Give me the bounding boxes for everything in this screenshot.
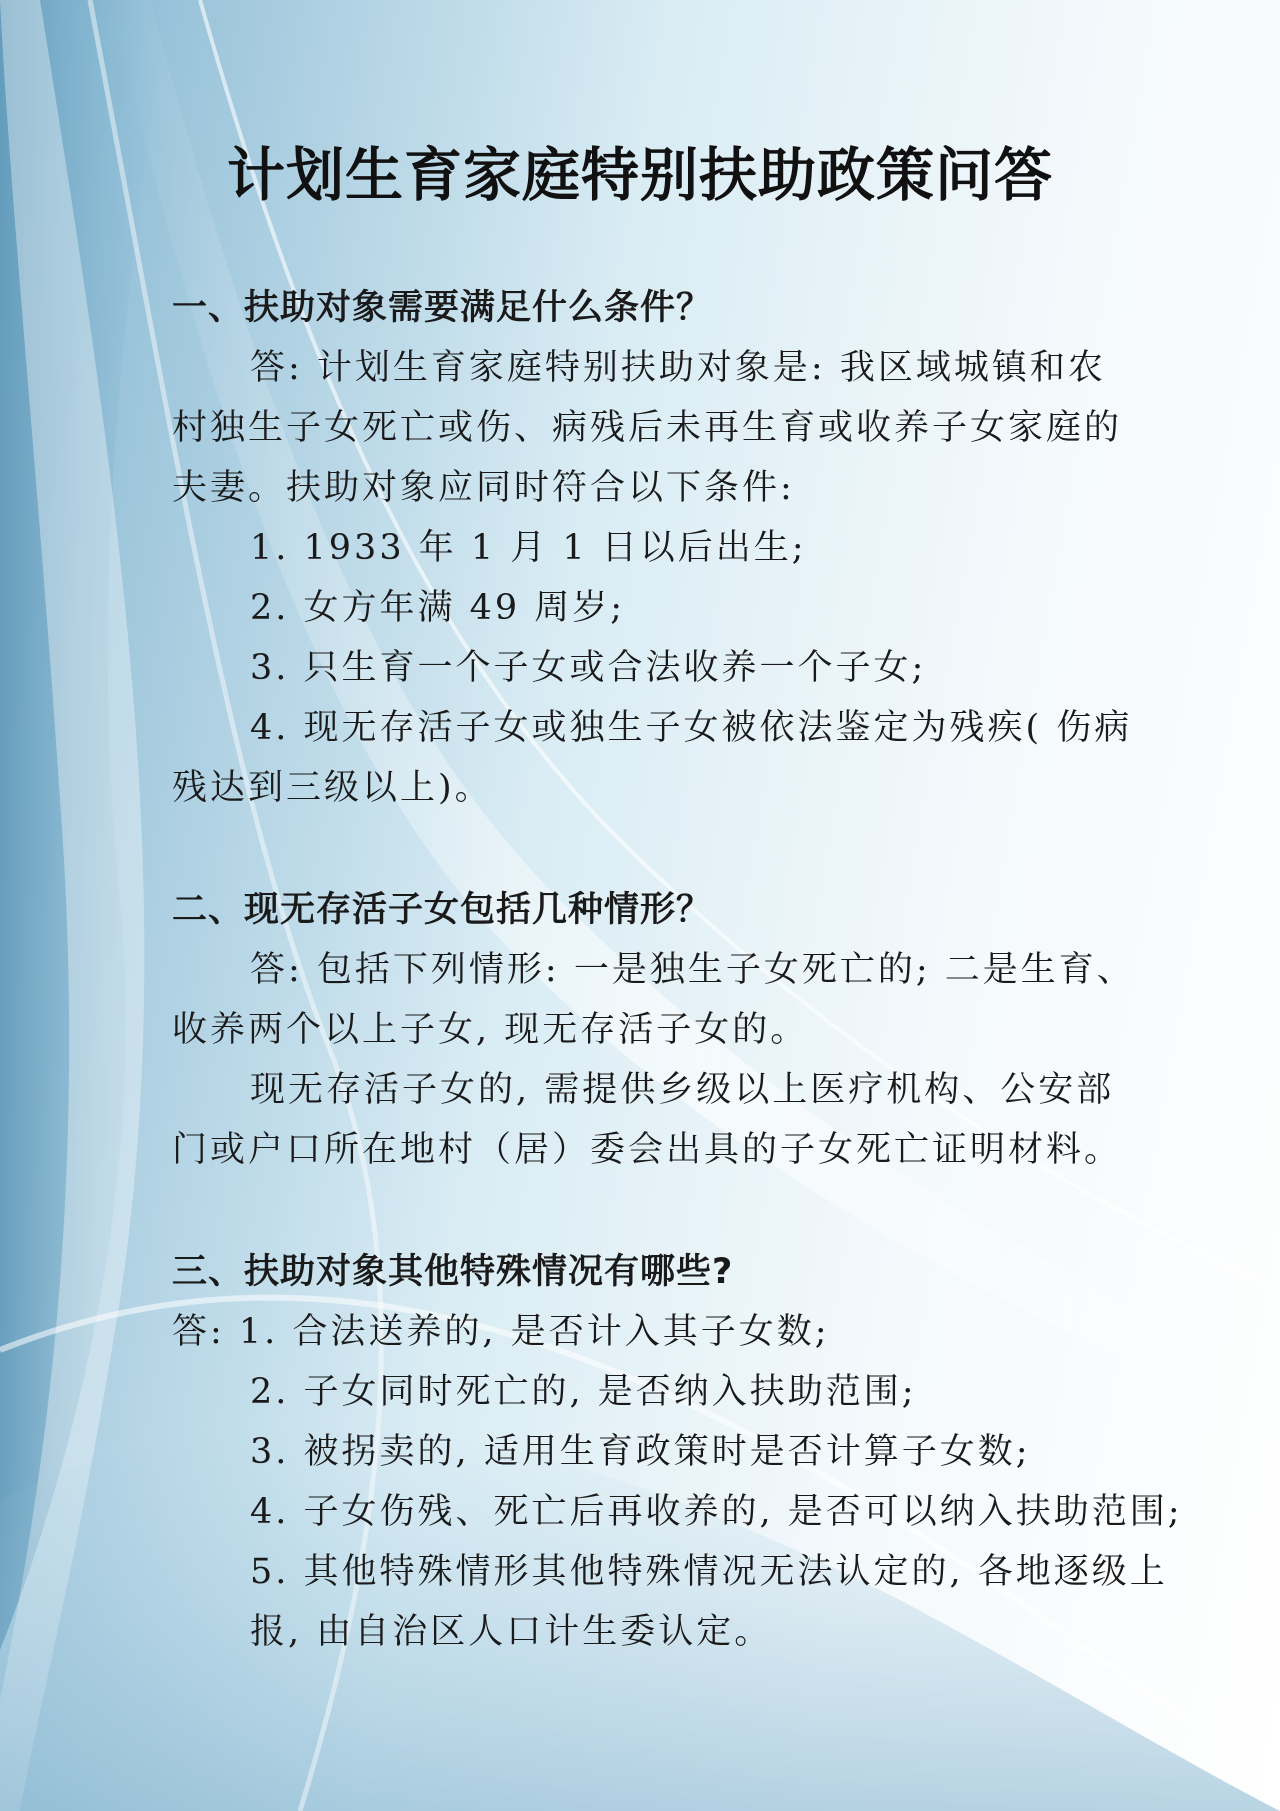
condition-item-4: 4. 现无存活子女或独生子女被依法鉴定为残疾( 伤病	[250, 708, 1133, 748]
special-case-item-4: 4. 子女伤残、死亡后再收养的, 是否可以纳入扶助范围;	[250, 1492, 1183, 1532]
answer-line: 收养两个以上子女, 现无存活子女的。	[172, 1010, 809, 1050]
section-spacer	[172, 1180, 1172, 1242]
special-case-item-5: 5. 其他特殊情形其他特殊情况无法认定的, 各地逐级上	[250, 1552, 1168, 1592]
section-heading-2: 二、现无存活子女包括几种情形？	[172, 890, 713, 930]
condition-item-2: 2. 女方年满 49 周岁;	[250, 588, 626, 628]
answer-line: 答: 1. 合法送养的, 是否计入其子女数;	[172, 1312, 830, 1352]
answer-line: 答: 包括下列情形: 一是独生子女死亡的; 二是生育、	[250, 950, 1135, 990]
special-case-item-2: 2. 子女同时死亡的, 是否纳入扶助范围;	[250, 1372, 917, 1412]
answer-line: 现无存活子女的, 需提供乡级以上医疗机构、公安部	[250, 1070, 1115, 1110]
answer-line: 报, 由自治区人口计生委认定。	[250, 1612, 773, 1652]
answer-line: 残达到三级以上)。	[172, 768, 493, 808]
section-heading-1: 一、扶助对象需要满足什么条件？	[172, 288, 713, 328]
answer-line: 答: 计划生育家庭特别扶助对象是: 我区域城镇和农	[250, 348, 1106, 388]
answer-line: 门或户口所在地村（居）委会出具的子女死亡证明材料。	[172, 1130, 1123, 1170]
condition-item-1: 1. 1933 年 1 月 1 日以后出生;	[250, 528, 807, 568]
page-title: 计划生育家庭特别扶助政策问答	[226, 141, 1053, 209]
section-spacer	[172, 818, 1172, 880]
special-case-item-3: 3. 被拐卖的, 适用生育政策时是否计算子女数;	[250, 1432, 1031, 1472]
condition-item-3: 3. 只生育一个子女或合法收养一个子女;	[250, 648, 927, 688]
section-heading-3: 三、扶助对象其他特殊情况有哪些?	[172, 1252, 734, 1292]
answer-line: 夫妻。扶助对象应同时符合以下条件:	[172, 468, 795, 508]
answer-line: 村独生子女死亡或伤、病残后未再生育或收养子女家庭的	[172, 408, 1123, 448]
qa-content	[172, 278, 1183, 1662]
